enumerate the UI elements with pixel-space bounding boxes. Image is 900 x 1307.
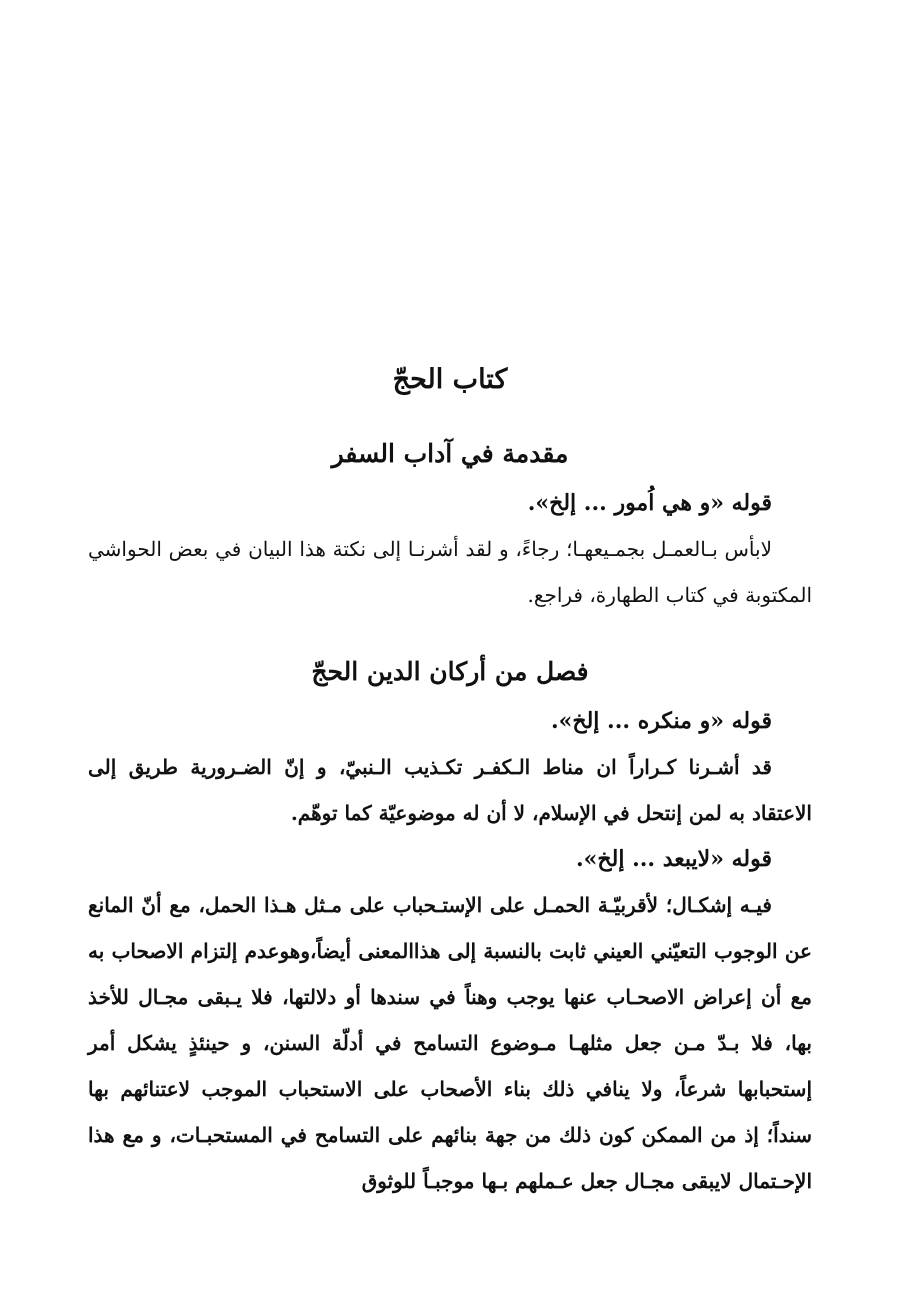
qawl-heading: قوله «لايبعد ... إلخ». xyxy=(576,846,772,872)
commentary-paragraph: فيـه إشكـال؛ لأقربيّـة الحمـل على الإستـحباب على مـثل هـذا الحمل، مع أنّ المانع عن الوجوب التعيّني العيني ثابت بالنسبة إلى هذاالمعنى أيضاً،وهوعدم إلتزام الاصحاب به مع أن إعراض الاصحـاب عنها يوجب وهناً في سندها أو دلالتها، فلا يـبقى مجـال للأخذ بها، فلا بـدّ مـن جعل مثلهـا مـوضوع التسامح في أدلّة السنن، و حينئذٍ يشكل أمر إستحبابها شرعاً، ولا ينافي ذلك بناء الأصحاب على الاستحباب الموجب لاعتنائهم بها سنداً؛ إذ من الممكن كون ذلك من جهة بنائهم على التسامح في المستحبـات، و مع هذا الإحـتمال لايبقى مجـال جعل عـملهم بـها موجبـاً للوثوق xyxy=(88,893,812,1193)
qawl-heading: قوله «و هي اُمور ... إلخ». xyxy=(527,490,772,516)
section-title-hajj-pillar: فصل من أركان الدين الحجّ xyxy=(311,657,589,686)
document-page xyxy=(88,350,812,1204)
book-title: كتاب الحجّ xyxy=(392,364,508,395)
commentary-paragraph: قد أشـرنا كـراراً ان مناط الـكفـر تكـذيب الـنبيّ، و إنّ الضـرورية طريق إلى الاعتقاد به لمن إنتحل في الإسلام، لا أن له موضوعيّة كما توهّم. xyxy=(88,755,812,825)
commentary-paragraph: لابأس بـالعمـل بجمـيعهـا؛ رجاءً، و لقد أشرنـا إلى نكتة هذا البيان في بعض الحواشي المكتوبة في كتاب الطهارة، فراجع. xyxy=(88,537,812,607)
qawl-heading: قوله «و منكره ... إلخ». xyxy=(550,708,772,734)
section-title-travel-etiquette: مقدمة في آداب السفر xyxy=(331,439,569,468)
